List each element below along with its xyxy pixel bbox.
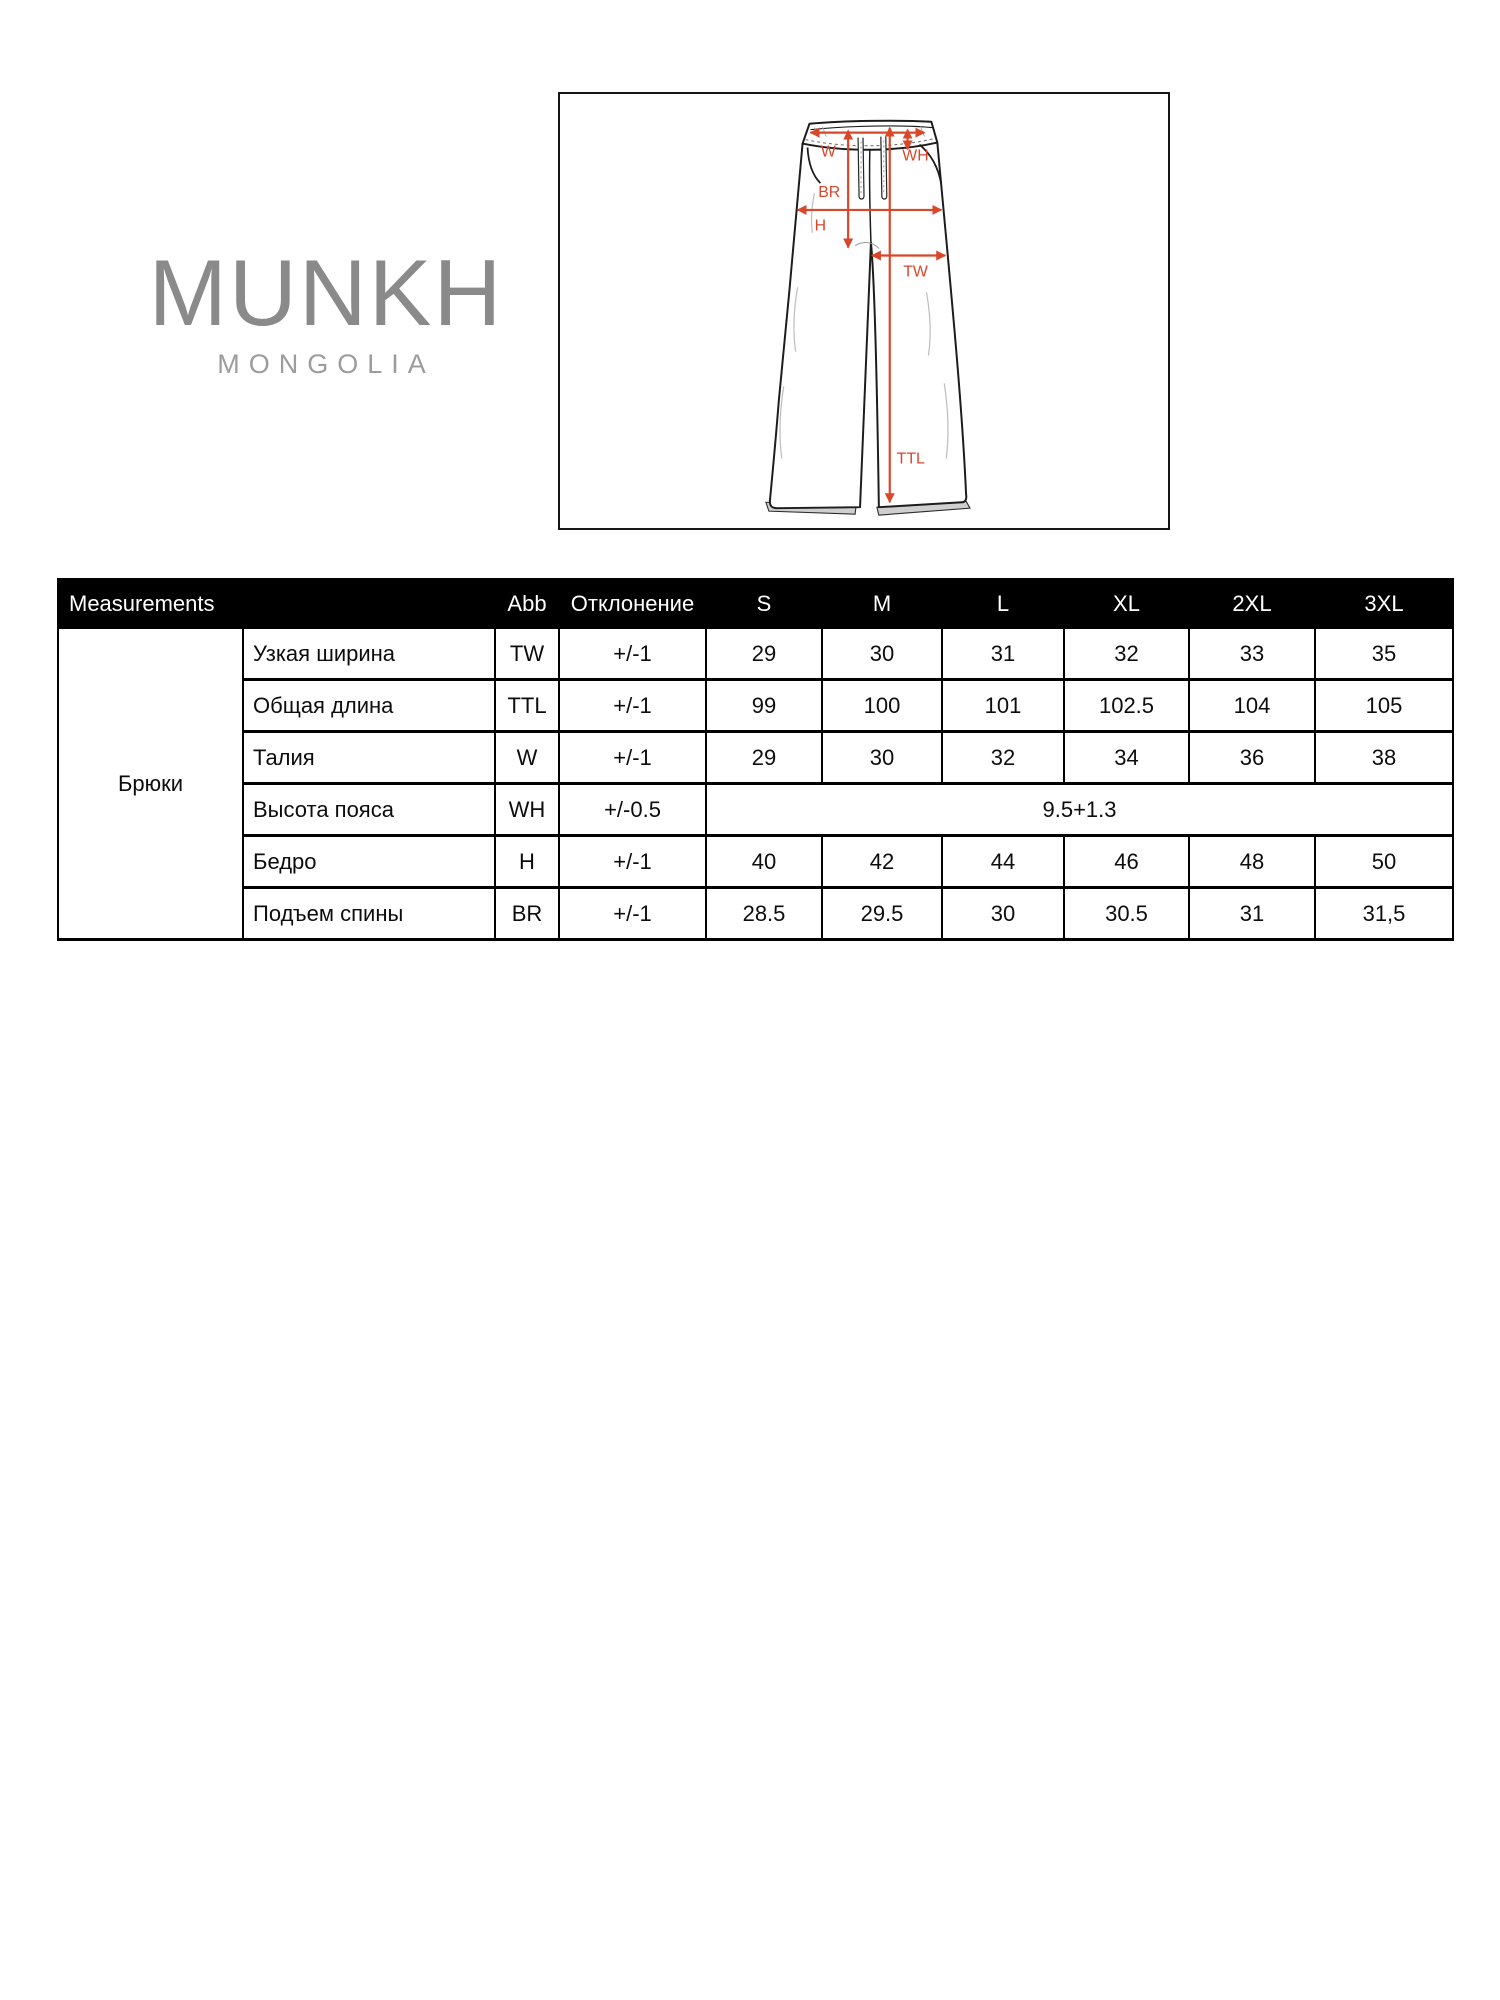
drawstring-right: [881, 137, 887, 199]
table-header-row: [58, 580, 1453, 628]
deviation-cell: +/-1: [559, 732, 706, 784]
size-value-cell: 44: [942, 836, 1064, 888]
size-value-cell: 29: [706, 628, 822, 680]
h-label: H: [814, 217, 827, 235]
br-label: BR: [818, 184, 841, 202]
deviation-cell: +/-1: [559, 888, 706, 940]
header-measurements: Measurements: [58, 580, 495, 628]
size-value-cell: 30: [942, 888, 1064, 940]
size-value-cell: 32: [1064, 628, 1189, 680]
header-size-3xl: 3XL: [1315, 580, 1453, 628]
header-size-l: L: [942, 580, 1064, 628]
header-size-xl: XL: [1064, 580, 1189, 628]
table-row: [58, 732, 1453, 784]
pants-outline: [770, 143, 966, 509]
size-value-cell: 31: [1189, 888, 1315, 940]
size-value-cell: 32: [942, 732, 1064, 784]
size-value-cell: 100: [822, 680, 942, 732]
table-row: [58, 888, 1453, 940]
abb-cell: TTL: [495, 680, 559, 732]
pants-diagram-frame: [558, 92, 1170, 530]
param-cell: Общая длина: [243, 680, 495, 732]
pants-technical-drawing: [560, 94, 1168, 528]
param-cell: Талия: [243, 732, 495, 784]
size-value-cell: 30.5: [1064, 888, 1189, 940]
deviation-cell: +/-0.5: [559, 784, 706, 836]
table-row: [58, 628, 1453, 680]
ttl-label: TTL: [896, 450, 925, 468]
param-cell: Высота пояса: [243, 784, 495, 836]
size-value-cell: 31,5: [1315, 888, 1453, 940]
abb-cell: W: [495, 732, 559, 784]
header-size-s: S: [706, 580, 822, 628]
abb-cell: BR: [495, 888, 559, 940]
brand-logo: [138, 240, 514, 380]
deviation-cell: +/-1: [559, 628, 706, 680]
brand-subtitle: MONGOLIA: [217, 349, 435, 379]
table-row: [58, 680, 1453, 732]
size-value-cell: 46: [1064, 836, 1189, 888]
size-value-cell: 34: [1064, 732, 1189, 784]
size-value-cell: 29.5: [822, 888, 942, 940]
size-value-cell: 38: [1315, 732, 1453, 784]
tw-label: TW: [903, 263, 928, 281]
category-cell: Брюки: [58, 628, 243, 940]
param-cell: Бедро: [243, 836, 495, 888]
abb-cell: H: [495, 836, 559, 888]
size-value-cell: 33: [1189, 628, 1315, 680]
size-value-cell: 31: [942, 628, 1064, 680]
brand-name: MUNKH: [148, 240, 504, 345]
abb-cell: TW: [495, 628, 559, 680]
size-value-cell: 29: [706, 732, 822, 784]
size-value-cell: 40: [706, 836, 822, 888]
table-row: [58, 836, 1453, 888]
merged-value-cell: 9.5+1.3: [706, 784, 1453, 836]
table-row: [58, 784, 1453, 836]
header-size-2xl: 2XL: [1189, 580, 1315, 628]
size-value-cell: 102.5: [1064, 680, 1189, 732]
size-value-cell: 28.5: [706, 888, 822, 940]
size-value-cell: 105: [1315, 680, 1453, 732]
size-value-cell: 42: [822, 836, 942, 888]
size-value-cell: 99: [706, 680, 822, 732]
header-size-m: M: [822, 580, 942, 628]
drawstring-left: [858, 138, 864, 199]
header-abb: Abb: [495, 580, 559, 628]
deviation-cell: +/-1: [559, 680, 706, 732]
size-value-cell: 30: [822, 628, 942, 680]
size-value-cell: 48: [1189, 836, 1315, 888]
param-cell: Узкая ширина: [243, 628, 495, 680]
size-value-cell: 30: [822, 732, 942, 784]
abb-cell: WH: [495, 784, 559, 836]
wh-label: WH: [902, 147, 929, 165]
size-value-cell: 101: [942, 680, 1064, 732]
header-deviation: Отклонение: [559, 580, 706, 628]
deviation-cell: +/-1: [559, 836, 706, 888]
size-value-cell: 50: [1315, 836, 1453, 888]
size-table: [57, 578, 1454, 941]
size-value-cell: 104: [1189, 680, 1315, 732]
w-label: W: [820, 143, 836, 161]
param-cell: Подъем спины: [243, 888, 495, 940]
size-value-cell: 36: [1189, 732, 1315, 784]
size-value-cell: 35: [1315, 628, 1453, 680]
